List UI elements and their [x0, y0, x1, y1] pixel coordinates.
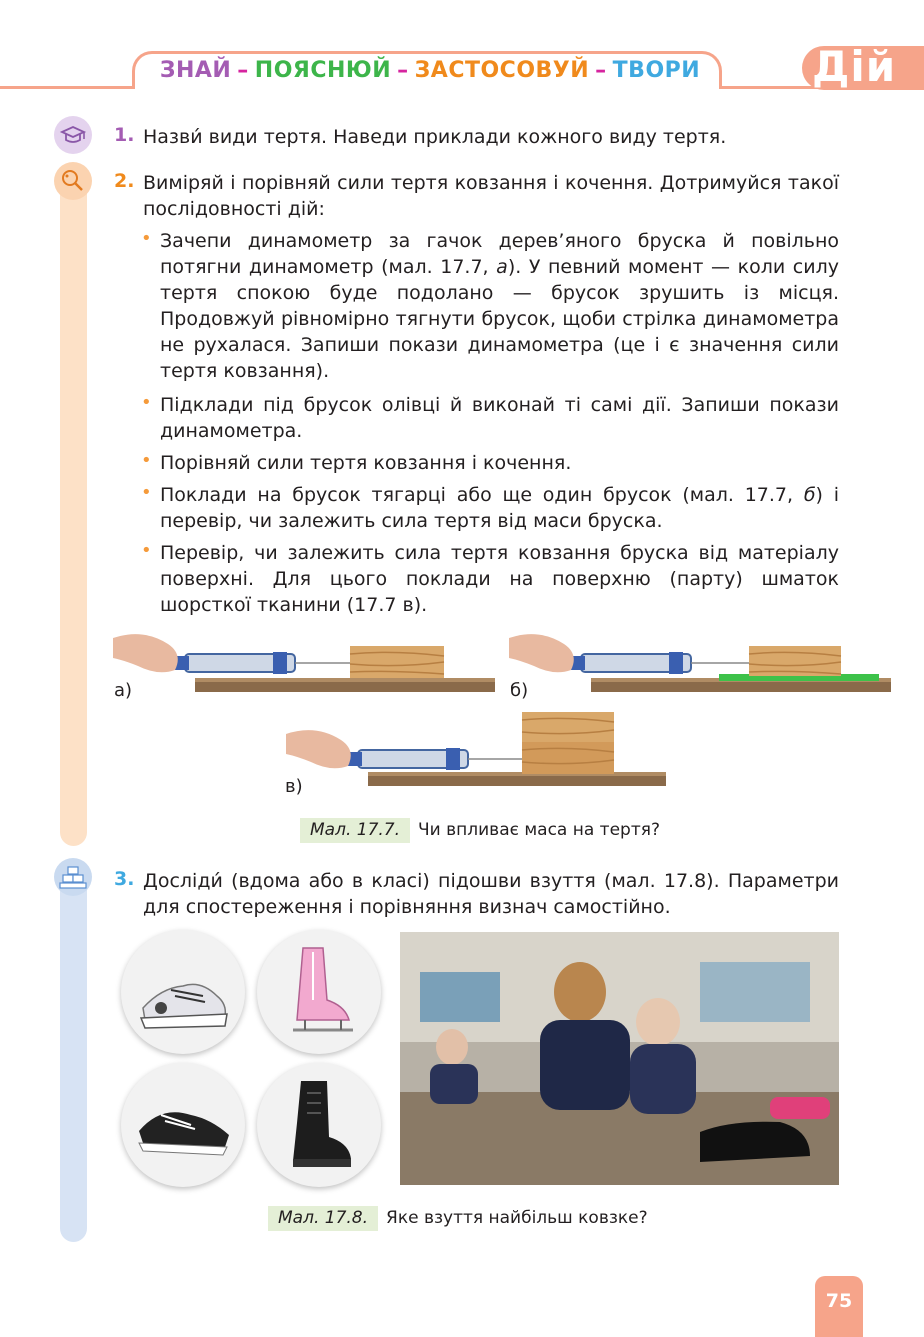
figure-label-b: б) [510, 680, 529, 701]
bullet-marker: • [141, 450, 152, 471]
page-number: 75 [815, 1276, 863, 1337]
canvas-shoes-photo [121, 1063, 245, 1187]
bullet-1: Зачепи динамометр за гачок дерев’яного бруска й повільно потягни динамометр (мал. 17.7, а). У певний момент — коли силу тертя спокою буде подолано — брусок зрушить із місця. Продовжуй рівномірно тягнути брусок, щоби стрілка динамометра не рухалася. Запиши покази динамометра (це і є значення сили тертя ковзання). [160, 230, 839, 382]
bullet-5: Перевір, чи залежить сила тертя ковзання бруска від матеріалу поверхні. Для цього поклади на поверхню (парту) шматок шорсткої тканини (17.7 в). [160, 542, 839, 616]
header-zastosovui: ЗАСТОСОВУЙ [414, 58, 590, 83]
item-2-text: Виміряй і порівняй сили тертя ковзання і кочення. Дотримуйся такої послідовності дій: [143, 172, 839, 220]
sidebar-orange [60, 170, 87, 846]
caption-text: Чи впливає маса на тертя? [418, 820, 660, 840]
bullet-3: Порівняй сили тертя ковзання і кочення. [160, 452, 572, 474]
item-1-text: Назви́ види тертя. Наведи приклади кожного виду тертя. [143, 126, 727, 148]
figure-17-8-caption [268, 1208, 648, 1228]
figure-17-7-v [286, 710, 671, 792]
figure-17-7-b [509, 630, 894, 696]
header-znai: ЗНАЙ [159, 58, 232, 83]
header-tvory: ТВОРИ [612, 58, 701, 83]
item-3-number: 3. [114, 868, 135, 890]
figure-17-7-caption [300, 820, 660, 840]
item-1-number: 1. [114, 124, 135, 146]
caption-text: Яке взуття найбільш ковзке? [386, 1208, 648, 1228]
bullet-4: Поклади на брусок тягарці або ще один брусок (мал. 17.7, б) і перевір, чи залежить сила тертя від маси бруска. [160, 484, 839, 532]
classroom-photo [400, 932, 839, 1185]
bullet-marker: • [141, 540, 152, 561]
figure-label-v: в) [285, 776, 303, 797]
sneaker-photo [121, 930, 245, 1054]
graduation-cap-icon [54, 116, 92, 154]
figure-label-a: а) [114, 680, 133, 701]
caption-number: Мал. 17.8. [268, 1206, 378, 1231]
section-header: ЗНАЙ – ПОЯСНЮЙ – ЗАСТОСОВУЙ – ТВОРИ [159, 58, 701, 83]
item-3-text: Досліди́ (вдома або в класі) підошви взуття (мал. 17.8). Параметри для спостереження і порівняння визнач самостійно. [143, 870, 839, 918]
magnifier-icon [54, 162, 92, 200]
bullet-marker: • [141, 228, 152, 249]
ice-skate-photo [257, 930, 381, 1054]
figure-17-7-a [113, 630, 498, 696]
bullet-2: Підклади під брусок олівці й виконай ті самі дії. Запиши покази динамометра. [160, 394, 839, 442]
boot-photo [257, 1063, 381, 1187]
bullet-marker: • [141, 392, 152, 413]
caption-number: Мал. 17.7. [300, 818, 410, 843]
blocks-icon [54, 858, 92, 896]
header-poiasniui: ПОЯСНЮЙ [254, 58, 392, 83]
item-2-number: 2. [114, 170, 135, 192]
act-label: Дій [812, 42, 897, 91]
sidebar-blue [60, 870, 87, 1242]
bullet-marker: • [141, 482, 152, 503]
